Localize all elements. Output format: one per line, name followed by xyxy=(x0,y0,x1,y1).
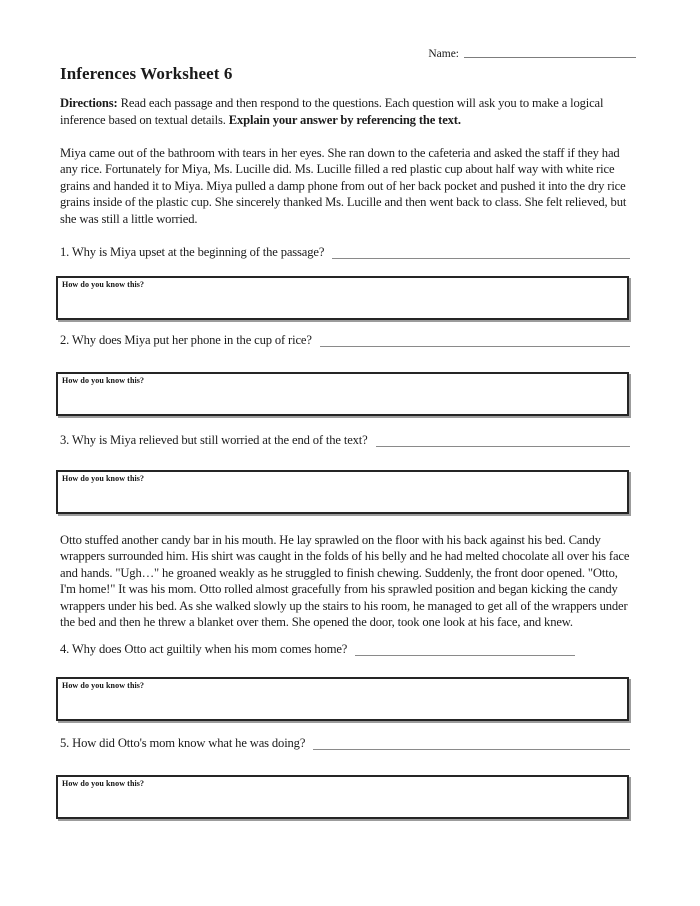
question-2 xyxy=(60,332,636,349)
question-1-answer-line[interactable] xyxy=(332,244,630,259)
question-3 xyxy=(60,432,636,449)
directions-label: Directions: xyxy=(60,96,118,110)
question-4-answer-line[interactable] xyxy=(355,641,575,656)
question-2-text: 2. Why does Miya put her phone in the cup of rice? xyxy=(60,333,312,348)
passage-otto: Otto stuffed another candy bar in his mouth. He lay sprawled on the floor with his back against his bed. Candy wrappers surrounded him. His shirt was caught in the folds of his belly and he had melted chocolate all over his face and hands. "Ugh…" he groaned weakly as he struggled to finish chewing. Suddenly, the front door opened. "Otto, I'm home!" It was his mom. Otto rolled almost gracefully from his sprawled position and began kicking the candy wrappers under his bed. As she walked slowly up the stairs to his room, he managed to get all of the wrappers under the bed and then he threw a blanket over them. She opened the door, took one look at his face, and knew. xyxy=(60,533,630,630)
answer-box-1-label: How do you know this? xyxy=(62,280,145,290)
directions-text: Read each passage and then respond to the questions. Each question will ask you to make a logical inference based on textual details. xyxy=(60,96,604,127)
worksheet-title: Inferences Worksheet 6 xyxy=(60,64,233,83)
question-3-text: 3. Why is Miya relieved but still worried at the end of the text? xyxy=(60,433,368,448)
answer-box-5-label: How do you know this? xyxy=(62,779,145,789)
question-5 xyxy=(60,735,636,752)
question-5-text: 5. How did Otto's mom know what he was doing? xyxy=(60,736,306,751)
answer-box-4-label: How do you know this? xyxy=(62,681,145,691)
question-3-answer-line[interactable] xyxy=(376,432,630,447)
question-4 xyxy=(60,641,636,658)
answer-box-3-label: How do you know this? xyxy=(62,474,145,484)
question-4-text: 4. Why does Otto act guiltily when his mom comes home? xyxy=(60,642,348,657)
passage-miya: Miya came out of the bathroom with tears in her eyes. She ran down to the cafeteria and asked the staff if they had any rice. Fortunately for Miya, Ms. Lucille did. Ms. Lucille filled a red plastic cup about half way with white rice grains and handed it to Miya. Miya pulled a damp phone from out of her back pocket and pushed it into the dry rice grains inside of the plastic cup. She sincerely thanked Ms. Lucille and then went back to class. She felt relieved, but she was still a little worried. xyxy=(60,146,627,226)
answer-box-1[interactable] xyxy=(56,276,629,320)
directions xyxy=(60,95,636,128)
answer-box-5[interactable] xyxy=(56,775,629,819)
question-5-answer-line[interactable] xyxy=(313,735,630,750)
answer-box-2-label: How do you know this? xyxy=(62,376,145,386)
answer-box-3[interactable] xyxy=(56,470,629,514)
directions-emphasis: Explain your answer by referencing the text. xyxy=(228,112,461,127)
name-blank-line[interactable] xyxy=(464,46,636,58)
name-label: Name: xyxy=(428,48,459,60)
answer-box-2[interactable] xyxy=(56,372,629,416)
question-1 xyxy=(60,244,636,261)
question-1-text: 1. Why is Miya upset at the beginning of the passage? xyxy=(60,245,325,260)
name-row xyxy=(60,46,636,60)
answer-box-4[interactable] xyxy=(56,677,629,721)
question-2-answer-line[interactable] xyxy=(320,332,630,347)
